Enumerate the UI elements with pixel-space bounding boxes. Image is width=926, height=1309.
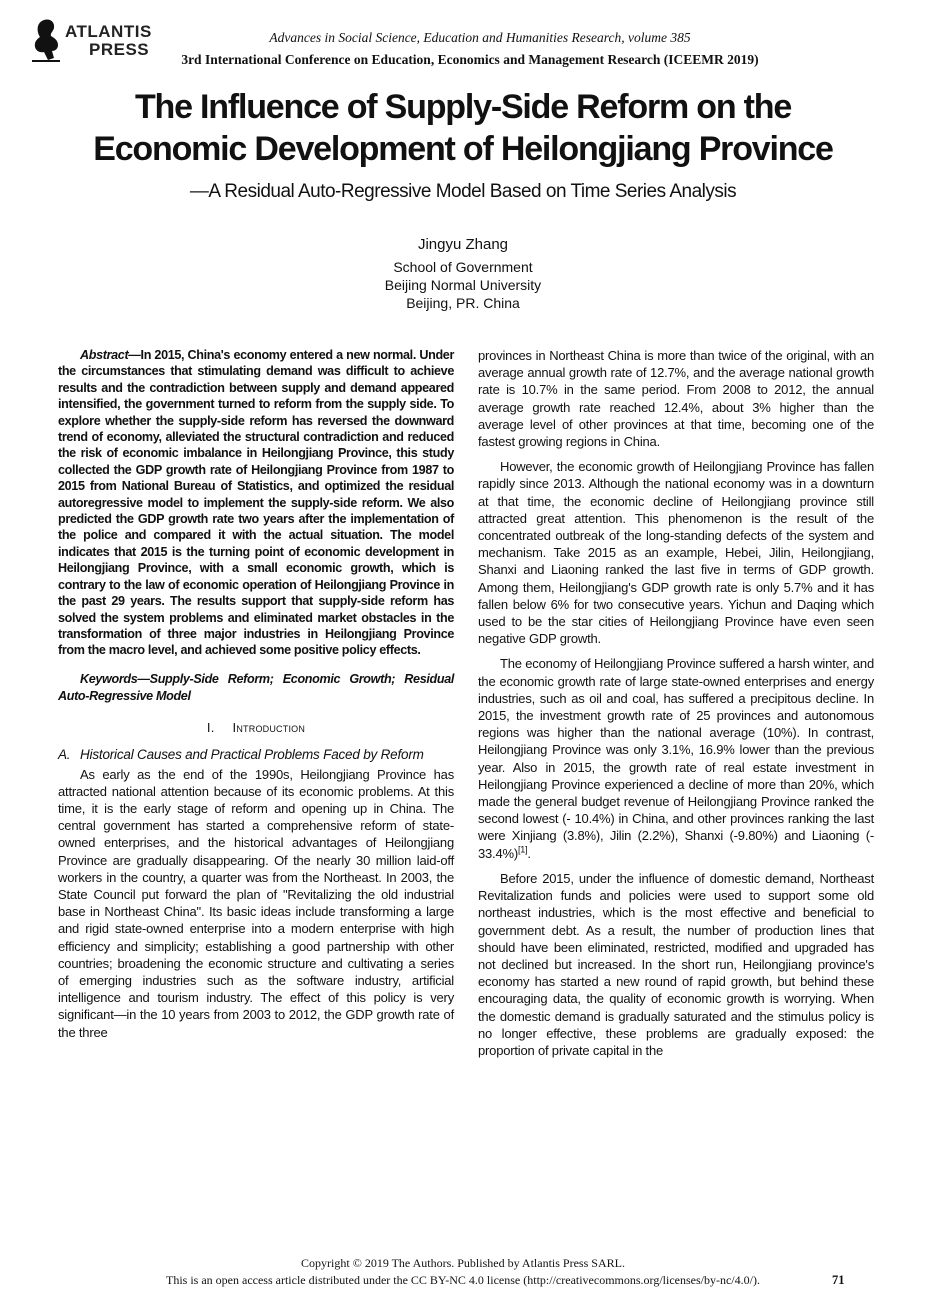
keywords-text: Supply-Side Reform; Economic Growth; Residual Auto-Regressive Model xyxy=(58,671,454,703)
title-line-1: The Influence of Supply-Side Reform on the xyxy=(134,88,792,126)
body-paragraph-1-continued: provinces in Northeast China is more than twice of the original, with an average annual growth rate of 12.7%, and the average national growth rate is 10.7% in the same period. From 2008 to 2012, the annual average growth rate reached 12.4%, about 3% higher than the average level of other provinces at that time, becoming one of the fastest growing regions in China. xyxy=(478,348,874,450)
affiliation-department: School of Government xyxy=(393,259,533,275)
copyright-line: Copyright © 2019 The Authors. Published by Atlantis Press SARL. xyxy=(301,1256,625,1270)
affiliation-location: Beijing, PR. China xyxy=(406,295,520,311)
abstract-label: Abstract— xyxy=(80,348,141,362)
body-paragraph-3 xyxy=(478,655,874,861)
section-title: Introduction xyxy=(232,720,306,736)
affiliation-university: Beijing Normal University xyxy=(384,277,542,293)
copyright-footer xyxy=(60,1256,866,1288)
left-column xyxy=(58,347,454,1049)
paper-title xyxy=(40,86,886,170)
keywords-label: Keywords— xyxy=(80,671,150,686)
subsection-title: Historical Causes and Practical Problems Faced by Reform xyxy=(80,747,424,763)
page-number: 71 xyxy=(832,1273,845,1287)
author-name: Jingyu Zhang xyxy=(417,236,509,253)
abstract xyxy=(58,347,454,659)
keywords xyxy=(58,671,454,705)
thinker-icon xyxy=(30,18,64,62)
section-number: I. xyxy=(206,720,215,736)
publisher-logo xyxy=(30,18,150,64)
citation-ref[interactable]: [1] xyxy=(518,844,528,855)
body-paragraph-4: Before 2015, under the influence of domestic demand, Northeast Revitalization funds and policies were used to support some old northeast industries, which is the most effective and beneficial to government debt. As a result, the number of production lines that should have been eliminated, restricted, modified and upgraded has not declined but increased. In the short run, Heilongjiang province's economy has started a new round of rapid growth, but behind these encouraging data, the quality of economic growth is worrying. When the domestic demand is gradually saturated and the stimulus policy is no longer effective, these problems are gradually exposed: the proportion of private capital in the xyxy=(478,870,874,1058)
logo-text-press: PRESS xyxy=(89,40,150,59)
right-column xyxy=(478,347,874,1067)
subsection-number: A. xyxy=(58,747,71,763)
body-paragraph-3-end: . xyxy=(527,845,531,861)
section-heading xyxy=(58,719,454,736)
subsection-heading xyxy=(58,746,454,763)
journal-name: Advances in Social Science, Education and Humanities Research, volume 385 xyxy=(269,30,691,45)
title-line-2: Economic Development of Heilongjiang Province xyxy=(93,130,833,168)
conference-name: 3rd International Conference on Education, Economics and Management Research (ICEEMR 2019) xyxy=(181,52,759,67)
logo-text-atlantis: ATLANTIS xyxy=(65,22,152,41)
body-paragraph-1: As early as the end of the 1990s, Heilongjiang Province has attracted national attention because of its economic problems. At this time, it is the early stage of reform and opening up in China. The central government has started a comprehensive reform of state-owned enterprises, and the historical advantages of Heilongjiang Province are gradually disappearing. Of the nearly 30 million laid-off workers in the country, a quarter was from the Northeast. In 2003, the State Council put forward the plan of "Revitalizing the old industrial base in Northeast China". Its basic ideas include transforming a large and rigid state-owned enterprise into a modern enterprise with high efficiency and simplicity; establishing a good partnership with other countries; broadening the economic structure and cultivating a series of emerging industries such as the software industry, artificial intelligence and tourism industry. The effect of this policy is very significant—in the 10 years from 2003 to 2012, the GDP growth rate of the three xyxy=(58,766,454,1040)
body-paragraph-3-text: The economy of Heilongjiang Province suffered a harsh winter, and the economic growth rate of large state-owned enterprises and energy industries, such as oil and coal, has suffered a precipitous decline. In 2015, the investment growth rate of 25 provinces and autonomous regions was higher than the national average (10%). In contrast, Heilongjiang Province was only 3.1%, 16.9% lower than the previous year. Also in 2015, the growth rate of real estate investment in Heilongjiang Province experienced a decline of more than 20%, which made the general budget revenue of Heilongjiang Province ranked the second lowest (- 10.4%) in China, and other provinces ranking the last were Xinjiang (3.8%), Jilin (2.2%), Shanxi (-9.80%) and Liaoning (- 33.4%) xyxy=(478,656,874,861)
body-paragraph-2: However, the economic growth of Heilongjiang Province has fallen rapidly since 2013. Although the national economy was in a downturn at that time, the economic decline of Heilongjiang province still attracted great attention. This phenomenon is the result of the concentrated outbreak of the long-standing defects of the system and mechanism. Take 2015 as an example, Hebei, Jilin, Heilongjiang, Shanxi and Liaoning ranked the last five in terms of GDP growth. Among them, Heilongjiang's GDP growth rate is only 5.7% and it has fallen below 6% for two consecutive years. Yichun and Daqing which used to be the star cities of Heilongjiang Province have even seen negative GDP growth. xyxy=(478,459,874,647)
paper-subtitle: —A Residual Auto-Regressive Model Based on Time Series Analysis xyxy=(189,181,737,202)
abstract-text: In 2015, China's economy entered a new normal. Under the circumstances that stimulating demand was difficult to achieve results and the contradiction between supply and demand appeared intensified, the government turned to reform from the supply side. To explore whether the supply-side reform has reversed the downward trend of economy, alleviated the structural contradiction and reduced the risk of economic imbalance in Heilongjiang Province, this study collected the GDP growth rate of Heilongjiang Province from 1987 to 2015 from National Bureau of Statistics, and optimized the residual autoregressive model to implement the supply-side reform. We also predicted the GDP growth rate two years after the implementation of the police and compared it with the actual situation. The model indicates that 2015 is the turning point of economic development in Heilongjiang Province, with a small economic growth, which is contrary to the law of economic operation of Heilongjiang Province in the past 29 years. The results support that supply-side reform has solved the system problems and eliminated market obstacles in the transformation of three major industries in Heilongjiang Province from the macro level, and achieved some positive policy effects. xyxy=(58,348,454,658)
license-line: This is an open access article distributed under the CC BY-NC 4.0 license (http://creativecommons.org/licenses/by-nc/4.0/). xyxy=(166,1273,760,1287)
